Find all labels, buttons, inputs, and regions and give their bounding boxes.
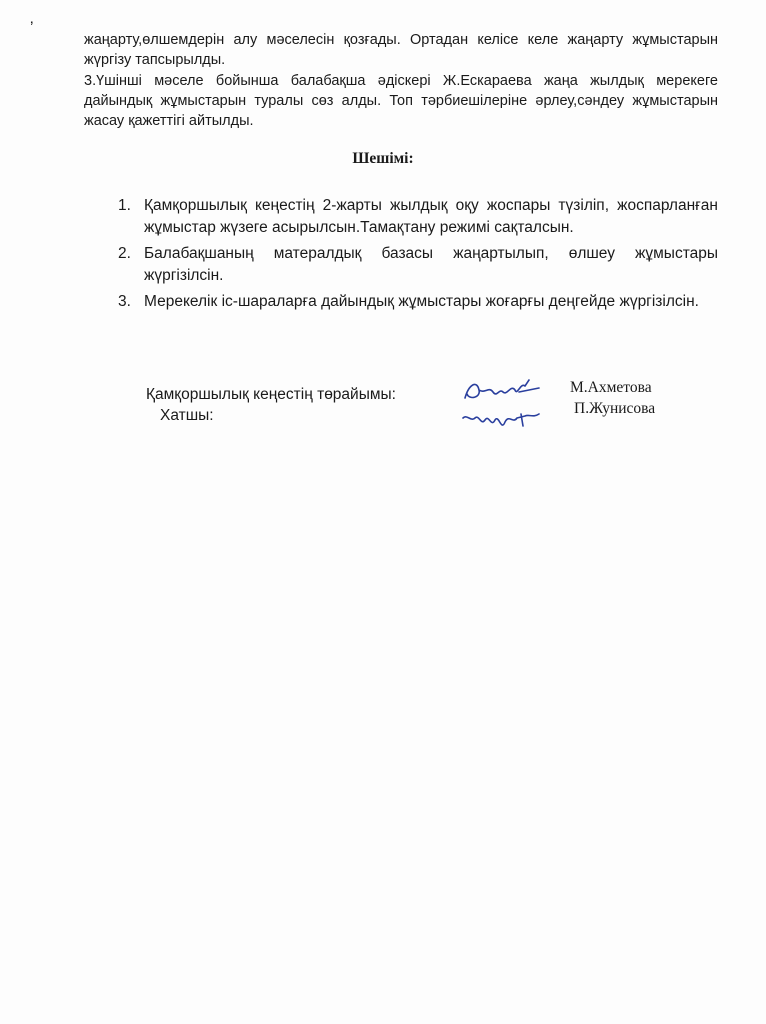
decision-list	[118, 195, 718, 317]
decision-number: 1.	[118, 197, 131, 214]
secretary-signature	[463, 414, 539, 426]
chair-signature	[465, 380, 539, 398]
secretary-label: Хатшы:	[160, 407, 214, 424]
chair-label: Қамқоршылық кеңестің төрайымы:	[146, 386, 396, 403]
decision-item	[118, 195, 718, 239]
handwritten-signatures	[455, 370, 550, 440]
decision-item	[118, 291, 718, 313]
decision-text: Мерекелік іс-шараларға дайындық жұмыстары жоғарғы деңгейде жүргізілсін.	[144, 293, 699, 310]
decision-text: Қамқоршылық кеңестің 2-жарты жылдық оқу жоспары түзіліп, жоспарланған жұмыстар жүзеге асырылсын.Тамақтану режимі сақталсын.	[144, 197, 718, 236]
decision-item	[118, 243, 718, 287]
decision-heading: Шешімі:	[352, 150, 414, 167]
decision-number: 3.	[118, 293, 131, 310]
chair-name: М.Ахметова	[570, 379, 652, 396]
secretary-name: П.Жунисова	[574, 400, 656, 417]
decision-text: Балабақшаның матералдық базасы жаңартылып, өлшеу жұмыстары жүргізілсін.	[144, 245, 718, 284]
decision-number: 2.	[118, 245, 131, 262]
paragraph-continuation: жаңарту,өлшемдерін алу мәселесін қозғады. Ортадан келісе келе жаңарту жұмыстарын жүргізу тапсырылды.	[84, 32, 718, 68]
scan-mark: ʼ	[30, 20, 34, 37]
paragraph-third-issue: 3.Үшінші мәселе бойынша балабақша әдіскері Ж.Ескараева жаңа жылдық мерекеге дайындық жұмыстарын туралы сөз алды. Топ тәрбиешілеріне әрлеу,сәндеу жұмыстарын жасау қажеттігі айтылды.	[84, 73, 718, 129]
